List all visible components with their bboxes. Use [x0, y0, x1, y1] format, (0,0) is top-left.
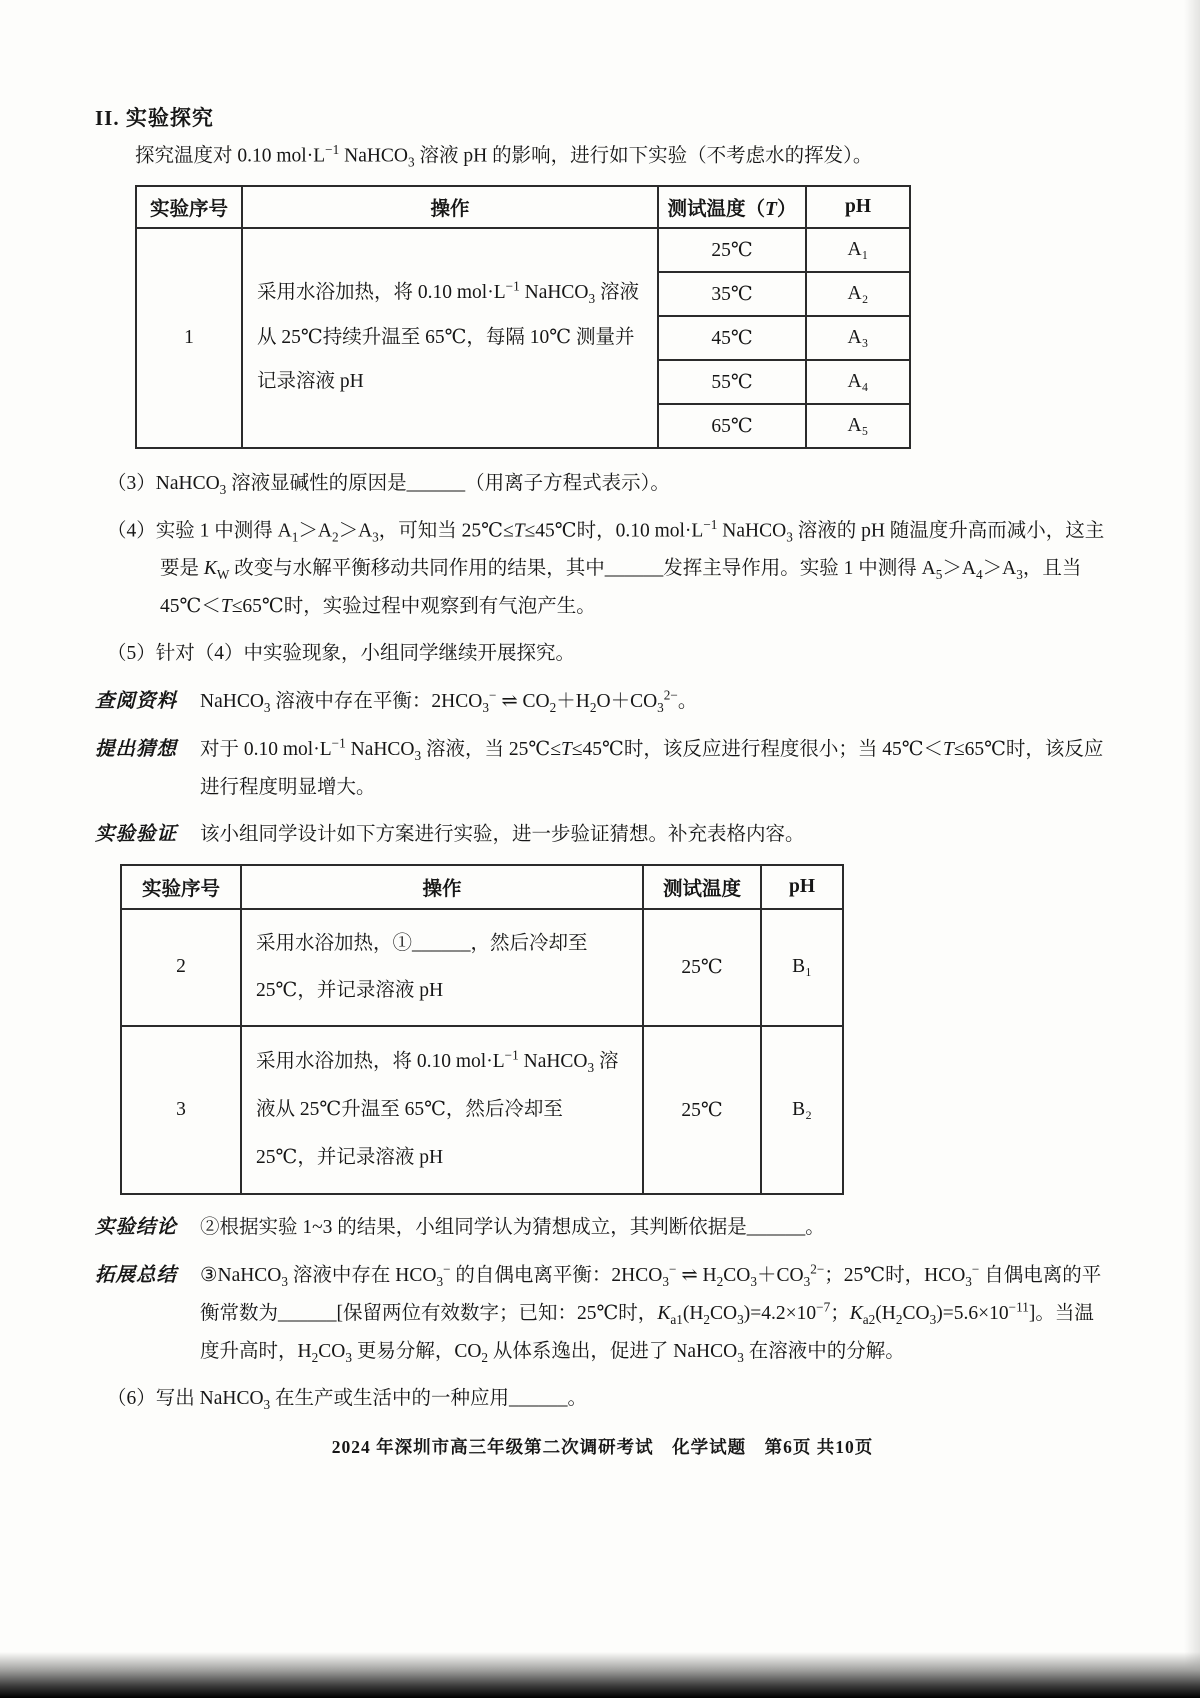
- serial-cell: 1: [136, 228, 242, 448]
- hypothesis-label: 提出猜想: [95, 738, 178, 760]
- serial-cell: 2: [121, 909, 241, 1027]
- extension-block: [95, 1256, 1110, 1371]
- ph-cell: B₂: [761, 1026, 843, 1194]
- conclusion-block: [95, 1209, 1110, 1247]
- temp-cell: 25℃: [658, 228, 806, 272]
- reference-material-block: [95, 683, 1110, 722]
- temp-cell: 25℃: [643, 909, 761, 1027]
- ph-cell: A₄: [806, 360, 910, 404]
- temp-cell: 55℃: [658, 360, 806, 404]
- question-5: （5）针对（4）中实验现象，小组同学继续开展探究。: [107, 643, 576, 665]
- table-1-header-operation: 操作: [242, 186, 658, 228]
- operation-cell: 采用水浴加热，将 0.10 $mol\cdot L^{-1}$ NaHCO$_3$ 溶液从 25℃持续升温至 65℃，每隔 10℃ 测量并记录溶液 pH: [242, 228, 658, 448]
- extension-text: ③NaHCO$_3$ 溶液中存在 $HCO_3^-$ 的自偶电离平衡：$2HCO_3^-$ ⇌ $H_2CO_3+CO_3^{2-}$；25℃时，$HCO_3^-$ 自偶电离的平衡常数为______[保留两位有效数字；已知：25℃时，$K_{a1}(H_2CO_3)=4.2\times 10^{-7}$；$K_{a2}(H_2CO_3)=5.6\times 10^{-11}$]。当温度升高时，$H_2CO_3$ 更易分解，$CO_2$ 从体系逸出，促进了 NaHCO$_3$ 在溶液中的分解。: [200, 1261, 1102, 1366]
- scan-edge-artifact-bottom: [0, 1652, 1200, 1698]
- conclusion-label: 实验结论: [95, 1217, 178, 1239]
- conclusion-text: ②根据实验 1~3 的结果，小组同学认为猜想成立，其判断依据是______。: [200, 1217, 825, 1239]
- temp-cell: 45℃: [658, 316, 806, 360]
- ph-cell: A₁: [806, 228, 910, 272]
- table-row: [121, 1026, 843, 1194]
- operation-cell: 采用水浴加热，将 0.10 $mol\cdot L^{-1}$ NaHCO$_3$ 溶液从 25℃升温至 65℃，然后冷却至 25℃，并记录溶液 pH: [241, 1026, 643, 1194]
- table-1-header-ph: pH: [806, 186, 910, 228]
- table-1-header-row: [136, 186, 910, 228]
- ph-cell: A₅: [806, 404, 910, 448]
- verification-text: 该小组同学设计如下方案进行实验，进一步验证猜想。补充表格内容。: [200, 823, 805, 845]
- table-2-header-operation: 操作: [241, 865, 643, 909]
- temp-cell: 65℃: [658, 404, 806, 448]
- experiment-table-1: [135, 185, 911, 449]
- ph-cell: A₃: [806, 316, 910, 360]
- reference-material-label: 查阅资料: [95, 691, 178, 712]
- intro-text: 探究温度对 0.10 $mol\cdot L^{-1}$ NaHCO$_3$ 溶液 pH 的影响，进行如下实验（不考虑水的挥发）。: [135, 142, 873, 170]
- table-2-header-ph: pH: [761, 865, 843, 909]
- question-3: （3）NaHCO$_3$ 溶液显碱性的原因是______（用离子方程式表示）。: [107, 472, 670, 497]
- table-2-header-serial: 实验序号: [121, 865, 241, 909]
- serial-cell: 3: [121, 1026, 241, 1194]
- page-footer: 2024 年深圳市高三年级第二次调研考试 化学试题 第6页 共10页: [331, 1437, 874, 1458]
- ph-cell: B₁: [761, 909, 843, 1027]
- question-4: （4）实验 1 中测得 $A_1>A_2>A_3$，可知当 25℃≤T≤45℃时，0.10 $mol\cdot L^{-1}$ NaHCO$_3$ 溶液的 pH 随温度升高而减小，这主要是 $K_W$ 改变与水解平衡移动共同作用的结果，其中______发挥主导作用。实验 1 中测得 $A_5>A_4>A_3$，且当 45℃＜T≤65℃时，实验过程中观察到有气泡产生。: [107, 516, 1105, 618]
- temp-cell: 25℃: [643, 1026, 761, 1194]
- verification-label: 实验验证: [95, 823, 178, 845]
- table-row: [121, 909, 843, 1027]
- table-1-header-serial: 实验序号: [136, 186, 242, 228]
- ph-cell: A₂: [806, 272, 910, 316]
- table-1-header-temp: 测试温度（T）: [658, 186, 806, 228]
- section-title: II. 实验探究: [95, 106, 214, 130]
- temp-cell: 35℃: [658, 272, 806, 316]
- experiment-table-2: [120, 864, 844, 1196]
- extension-label: 拓展总结: [95, 1264, 178, 1286]
- operation-cell: 采用水浴加热，①______，然后冷却至 25℃，并记录溶液 pH: [241, 909, 643, 1027]
- hypothesis-block: [95, 730, 1110, 807]
- verification-block: [95, 816, 1110, 854]
- table-2-header-temp: 测试温度: [643, 865, 761, 909]
- table-2-header-row: [121, 865, 843, 909]
- table-row: [136, 228, 910, 272]
- hypothesis-text: 对于 0.10 $mol\cdot L^{-1}$ NaHCO$_3$ 溶液，当 25℃≤T≤45℃时，该反应进行程度很小；当 45℃＜T≤65℃时，该反应进行程度明显增大。: [200, 735, 1104, 798]
- question-6: （6）写出 NaHCO$_3$ 在生产或生活中的一种应用______。: [107, 1388, 588, 1413]
- reference-material-text: NaHCO$_3$ 溶液中存在平衡：$2HCO_3^-$ ⇌ $CO_2+H_2O+CO_3^{2-}$。: [200, 687, 698, 715]
